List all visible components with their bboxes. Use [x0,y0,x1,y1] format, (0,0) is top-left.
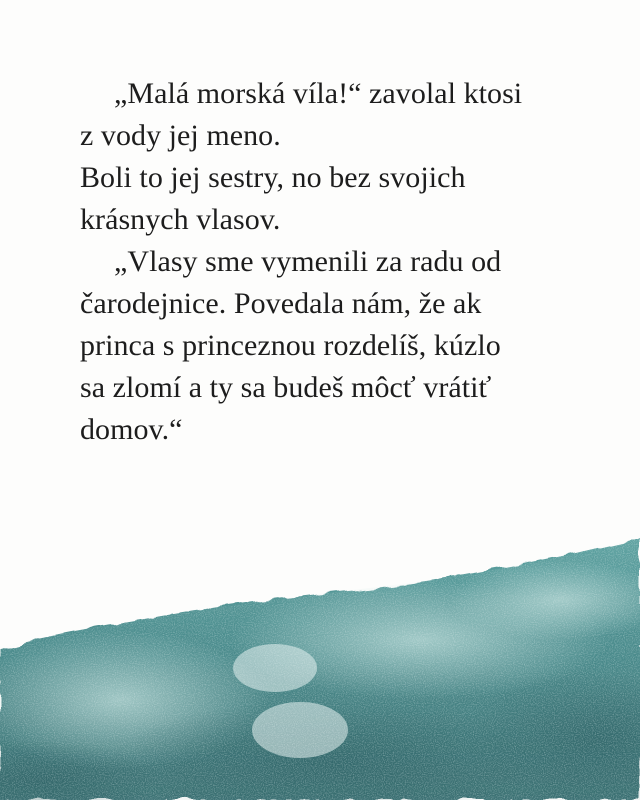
story-line: čarodejnice. Povedala nám, že ak [80,287,482,320]
story-line: Boli to jej sestry, no bez svojich [80,161,466,194]
story-line: sa zlomí a ty sa budeš môcť vrátiť [80,371,492,404]
story-line: „Malá morská víla!“ zavolal ktosi [114,77,523,110]
story-text [80,73,600,451]
story-line: „Vlasy sme vymenili za radu od [114,245,502,278]
story-line: domov.“ [80,413,183,446]
story-line: krásnych vlasov. [80,203,281,236]
story-line: z vody jej meno. [80,119,281,152]
story-line: princa s princeznou rozdelíš, kúzlo [80,329,501,362]
